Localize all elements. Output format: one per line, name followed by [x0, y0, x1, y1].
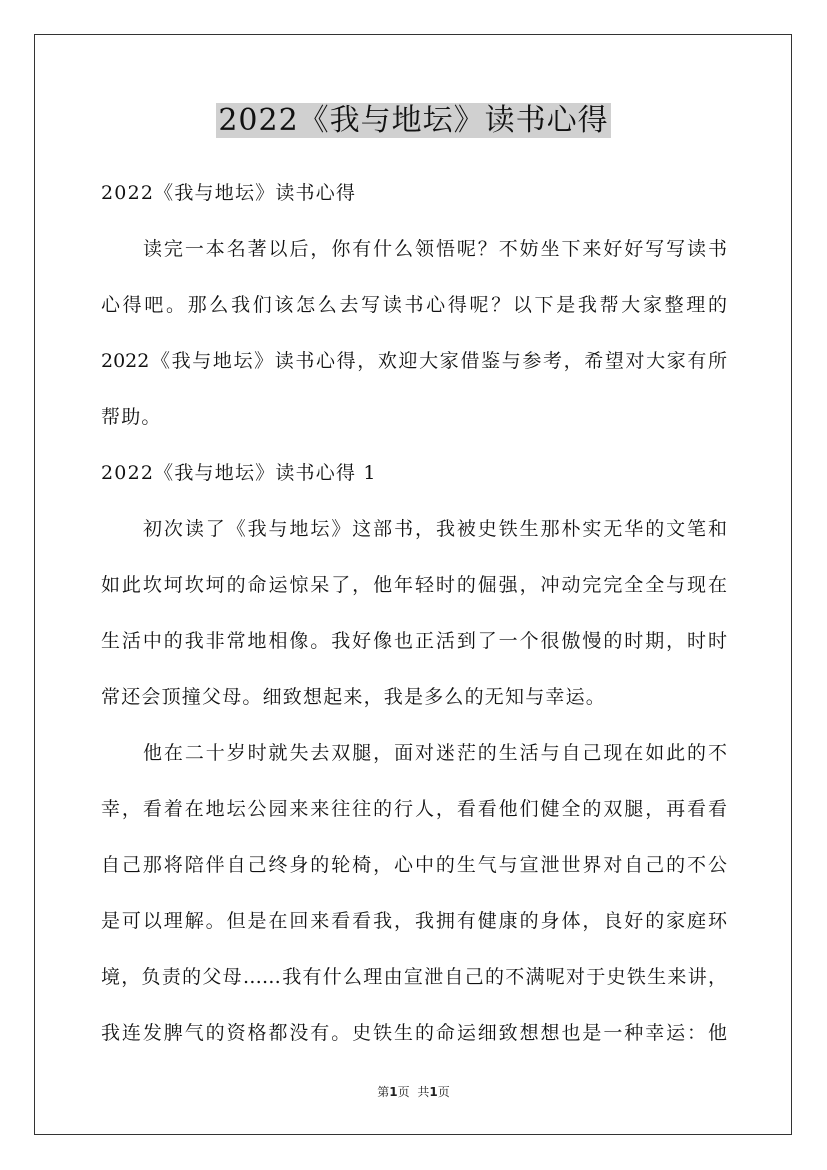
page-number: 1 [389, 1085, 398, 1099]
document-title-text: 2022《我与地坛》读书心得 [218, 103, 609, 138]
paragraph-line: 境，负责的父母……我有什么理由宣泄自己的不满呢对于史铁生来讲， [101, 966, 727, 988]
total-pages: 1 [429, 1085, 438, 1099]
total-prefix: 共 [417, 1085, 430, 1099]
document-subtitle: 2022《我与地坛》读书心得 [101, 182, 357, 204]
paragraph-line: 常还会顶撞父母。细致想起来，我是多么的无知与幸运。 [101, 686, 607, 708]
page-suffix: 页 [397, 1085, 410, 1099]
paragraph-line: 我连发脾气的资格都没有。史铁生的命运细致想想也是一种幸运：他 [101, 1022, 727, 1044]
paragraph-line: 生活中的我非常地相像。我好像也正活到了一个很傲慢的时期，时时 [101, 630, 727, 652]
total-suffix: 页 [437, 1085, 450, 1099]
paragraph-line: 初次读了《我与地坛》这部书，我被史铁生那朴实无华的文笔和 [143, 518, 727, 540]
page-prefix: 第 [377, 1085, 390, 1099]
intro-line: 心得吧。那么我们该怎么去写读书心得呢？以下是我帮大家整理的 [101, 294, 727, 316]
section-heading: 2022《我与地坛》读书心得 1 [101, 462, 377, 484]
intro-line: 帮助。 [101, 406, 162, 428]
paragraph-line: 如此坎坷坎坷的命运惊呆了，他年轻时的倔强，冲动完完全全与现在 [101, 574, 727, 596]
paragraph-line: 幸，看着在地坛公园来来往往的行人，看看他们健全的双腿，再看看 [101, 798, 727, 820]
intro-line: 2022《我与地坛》读书心得，欢迎大家借鉴与参考，希望对大家有所 [101, 350, 727, 372]
paragraph-line: 是可以理解。但是在回来看看我，我拥有健康的身体，良好的家庭环 [101, 910, 727, 932]
paragraph-line: 自己那将陪伴自己终身的轮椅，心中的生气与宣泄世界对自己的不公 [101, 854, 727, 876]
page-footer [0, 1083, 827, 1100]
intro-line: 读完一本名著以后，你有什么领悟呢？不妨坐下来好好写写读书 [143, 238, 727, 260]
paragraph-line: 他在二十岁时就失去双腿，面对迷茫的生活与自己现在如此的不 [143, 742, 727, 764]
document-body [101, 165, 727, 1061]
document-title [0, 100, 827, 142]
